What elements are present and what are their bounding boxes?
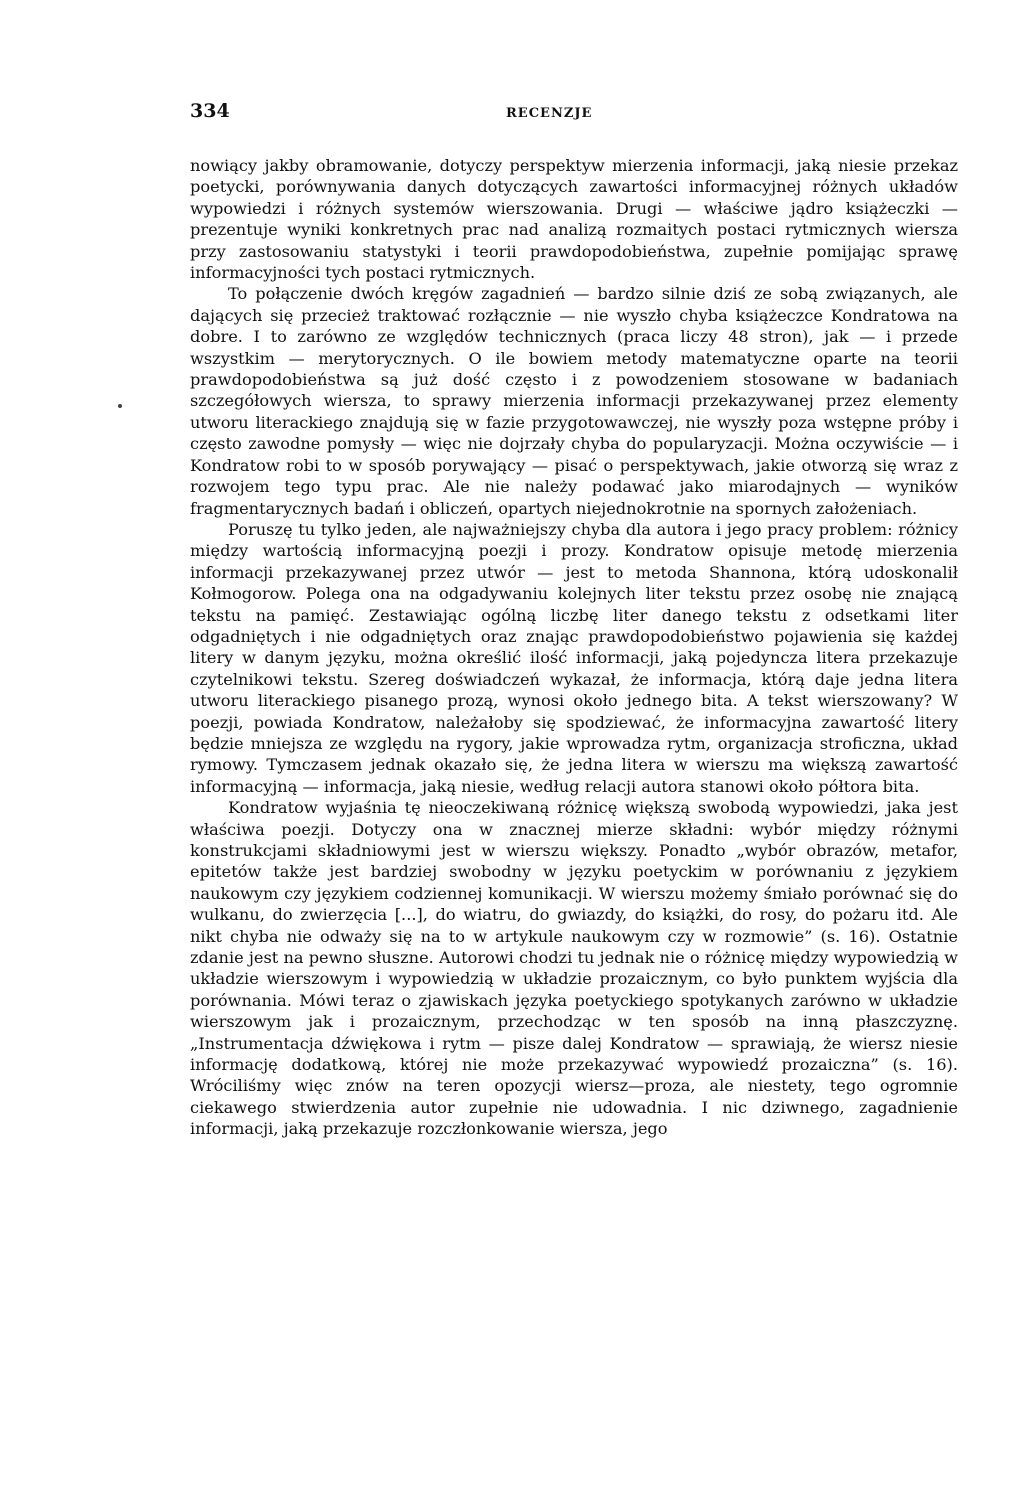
paragraph-1: nowiący jakby obramowanie, dotyczy perspektyw mierzenia informacji, jaką niesie przekaz poetycki, porównywania danych dotyczących zawartości informacyjnej różnych układów wypowiedzi i różnych systemów wierszowania. Drugi — właściwe jądro książeczki — prezentuje wyniki konkretnych prac nad analizą rozmaitych postaci rytmicznych wiersza przy zastosowaniu statystyki i teorii prawdopodobieństwa, zupełnie pomijając sprawę informacyjności tych postaci rytmicznych. (190, 156, 958, 283)
running-head: RECENZJE (506, 106, 593, 121)
body-text (190, 155, 958, 1140)
margin-dot (118, 404, 122, 408)
paragraph-4: Kondratow wyjaśnia tę nieoczekiwaną różnicę większą swobodą wypowiedzi, jaka jest właściwa poezji. Dotyczy ona w znacznej mierze składni: wybór między różnymi konstrukcjami składniowymi jest w wierszu większy. Ponadto „wybór obrazów, metafor, epitetów także jest bardziej swobodny w języku poetyckim w porównaniu z językiem naukowym czy językiem codziennej komunikacji. W wierszu możemy śmiało porównać się do wulkanu, do zwierzęcia [...], do wiatru, do gwiazdy, do książki, do rosy, do pożaru itd. Ale nikt chyba nie odważy się na to w artykule naukowym czy w rozmowie” (s. 16). Ostatnie zdanie jest na pewno słuszne. Autorowi chodzi tu jednak nie o różnicę między wypowiedzią w układzie wierszowym i wypowiedzią w układzie prozaicznym, co było punktem wyjścia dla porównania. Mówi teraz o zjawiskach języka poetyckiego spotykanych zarówno w układzie wierszowym jak i prozaicznym, przechodząc w ten sposób na inną płaszczyznę. „Instrumentacja dźwiękowa i rytm — pisze dalej Kondratow — sprawiają, że wiersz niesie informację dodatkową, której nie może przekazywać wypowiedź prozaiczna” (s. 16). Wróciliśmy więc znów na teren opozycji wiersz—proza, ale niestety, tego ogromnie ciekawego stwierdzenia autor zupełnie nie udowadnia. I nic dziwnego, zagadnienie informacji, jaką przekazuje rozczłonkowanie wiersza, jego (190, 798, 958, 1139)
page-header (190, 100, 958, 130)
paragraph-2: To połączenie dwóch kręgów zagadnień — bardzo silnie dziś ze sobą związanych, ale dających się przecież traktować rozłącznie — nie wyszło chyba książeczce Kondratowa na dobre. I to zarówno ze względów technicznych (praca liczy 48 stron), jak — i przede wszystkim — merytorycznych. O ile bowiem metody matematyczne oparte na teorii prawdopodobieństwa są już dość często i z powodzeniem stosowane w badaniach szczegółowych wiersza, to sprawy mierzenia informacji przekazywanej przez elementy utworu literackiego znajdują się w fazie przygotowawczej, nie wyszły poza wstępne próby i często zawodne pomysły — więc nie dojrzały chyba do popularyzacji. Można oczywiście — i Kondratow robi to w sposób porywający — pisać o perspektywach, jakie otworzą się wraz z rozwojem tego typu prac. Ale nie należy podawać jako miarodajnych — wyników fragmentarycznych badań i obliczeń, opartych niejednokrotnie na spornych założeniach. (190, 284, 958, 518)
paragraph-3: Poruszę tu tylko jeden, ale najważniejszy chyba dla autora i jego pracy problem: różnicy między wartością informacyjną poezji i prozy. Kondratow opisuje metodę mierzenia informacji przekazywanej przez utwór — jest to metoda Shannona, którą udoskonalił Kołmogorow. Polega ona na odgadywaniu kolejnych liter tekstu przez osobę nie znającą tekstu na pamięć. Zestawiając ogólną liczbę liter danego tekstu z odsetkami liter odgadniętych i nie odgadniętych oraz znając prawdopodobieństwo pojawienia się każdej litery w danym języku, można określić ilość informacji, jaką pojedyncza litera przekazuje czytelnikowi tekstu. Szereg doświadczeń wykazał, że informacja, którą daje jedna litera utworu literackiego pisanego prozą, wynosi około jednego bita. A tekst wierszowany? W poezji, powiada Kondratow, należałoby się spodziewać, że informacyjna zawartość litery będzie mniejsza ze względu na rygory, jakie wprowadza rytm, organizacja stroficzna, układ rymowy. Tymczasem jednak okazało się, że jedna litera w wierszu ma większą zawartość informacyjną — informacja, jaką niesie, według relacji autora stanowi około półtora bita. (190, 519, 958, 796)
page-number: 334 (190, 100, 230, 122)
